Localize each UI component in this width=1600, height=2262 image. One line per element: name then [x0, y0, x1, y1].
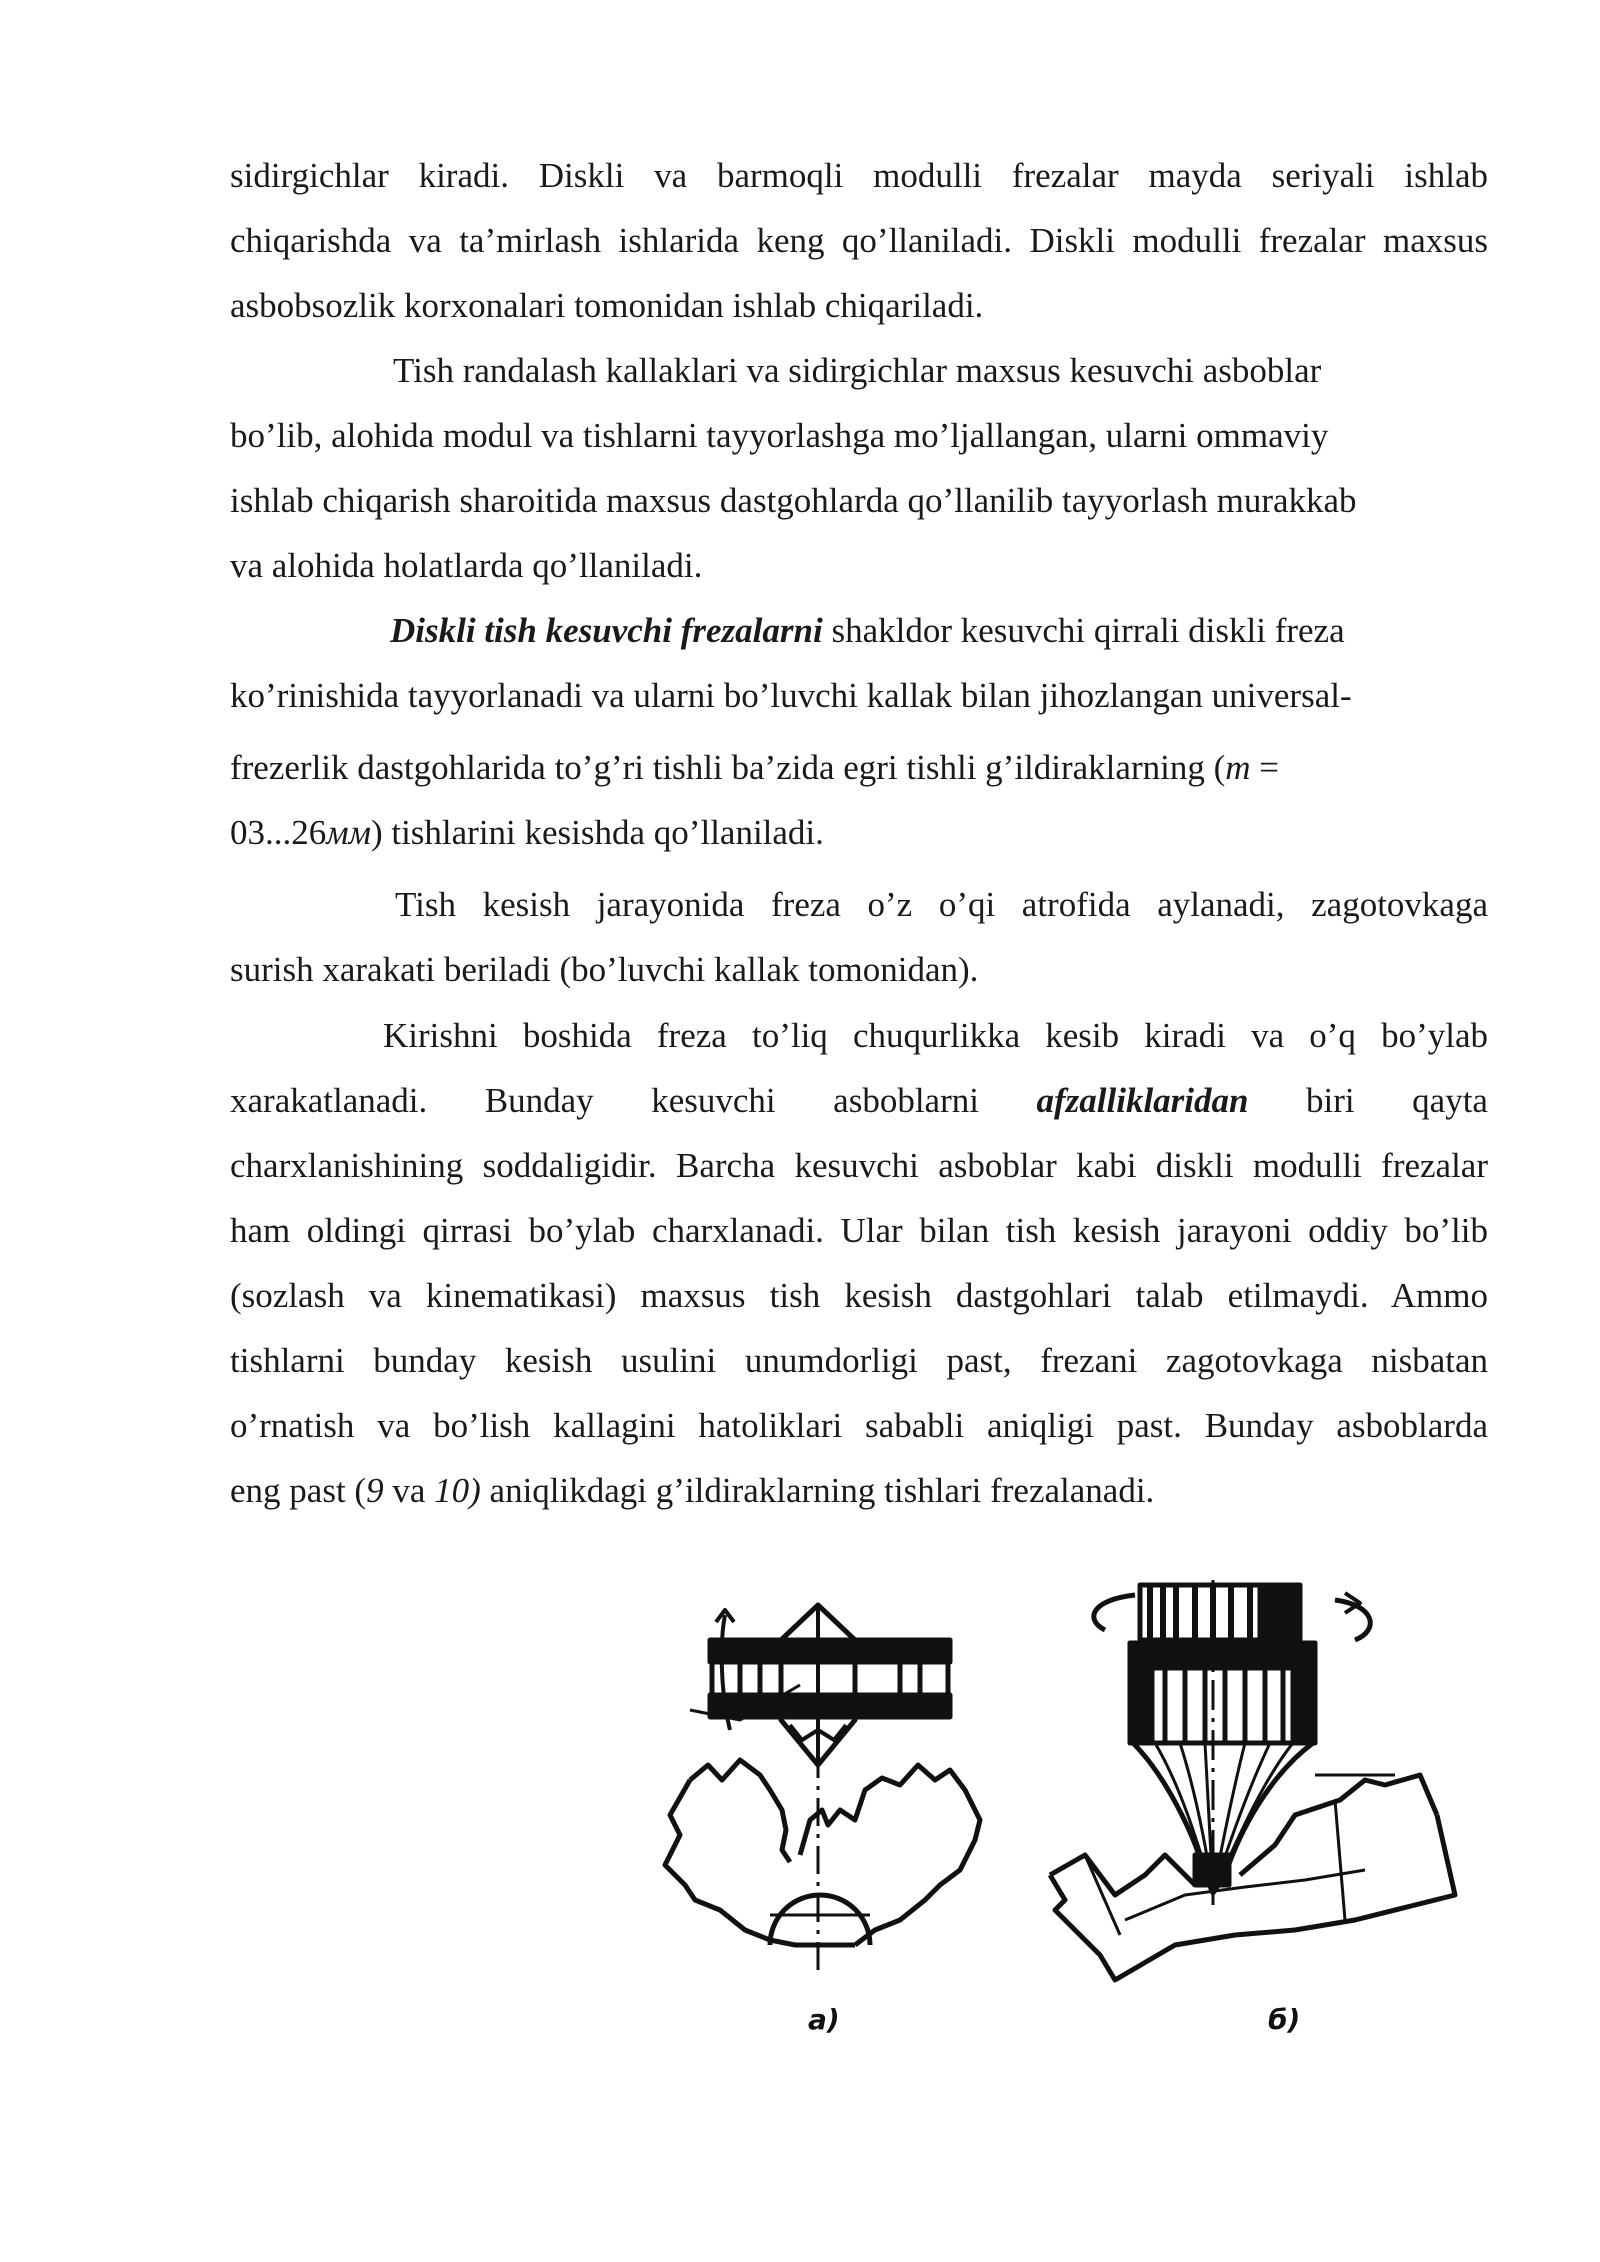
text-span: va — [383, 1471, 435, 1510]
text-span: shakldor kesuvchi qirrali diskli freza — [822, 611, 1345, 650]
accuracy-number: 10) — [434, 1471, 481, 1510]
text-line — [230, 1068, 1488, 1133]
paragraph-3 — [230, 598, 1488, 865]
accuracy-number: 9 — [366, 1471, 384, 1510]
text-line: va alohida holatlarda qo’llaniladi. — [230, 546, 703, 585]
text-word: biri — [1306, 1081, 1355, 1120]
text-span: aniqlikdagi g’ildiraklarning tishlari frezalanadi. — [480, 1471, 1155, 1510]
text-line: charxlanishining soddaligidir. Barcha kesuvchi asboblar kabi diskli modulli frezalar — [230, 1146, 1488, 1185]
text-word: asboblarni — [833, 1081, 979, 1120]
text-line: chiqarishda va ta’mirlash ishlarida keng qo’llaniladi. Diskli modulli frezalar maxsus — [230, 221, 1488, 260]
text-line: Tish randalash kallaklari va sidirgichlar maxsus kesuvchi asboblar — [393, 351, 1322, 390]
text-line: Tish kesish jarayonida freza o’z o’qi atrofida aylanadi, zagotovkaga — [395, 885, 1488, 924]
text-line: asbobsozlik korxonalari tomonidan ishlab chiqariladi. — [230, 286, 984, 325]
emphasis-term: afzalliklaridan — [1036, 1081, 1249, 1120]
text-line — [230, 800, 1488, 865]
paragraph-4 — [230, 872, 1488, 1002]
unit-text: мм — [326, 813, 371, 852]
text-line: bo’lib, alohida modul va tishlarni tayyorlashga mo’ljallangan, ularni ommaviy — [230, 416, 1329, 455]
text-span: frezerlik dastgohlarida to’g’ri tishli ba’zida egri tishli g’ildiraklarning ( — [230, 748, 1226, 787]
text-line: Kirishni boshida freza to’liq chuqurlikka kesib kiradi va o’q bo’ylab — [383, 1016, 1488, 1055]
figure-caption-a: a) — [808, 2003, 840, 2036]
text-span: eng past ( — [230, 1471, 367, 1510]
text-line — [230, 728, 1488, 800]
text-line: surish xarakati beriladi (bo’luvchi kallak tomonidan). — [230, 950, 979, 989]
text-word: qayta — [1412, 1081, 1488, 1120]
finger-cutter-drawing — [1045, 1575, 1475, 1995]
text-line: sidirgichlar kiradi. Diskli va barmoqli modulli frezalar mayda seriyali ishlab — [230, 156, 1488, 195]
figure-caption-b: б) — [1268, 2003, 1301, 2036]
text-word: xarakatlanadi. — [230, 1081, 428, 1120]
emphasis-term: Diskli tish kesuvchi frezalarni — [390, 611, 823, 650]
text-line: (sozlash va kinematikasi) maxsus tish kesish dastgohlari talab etilmaydi. Ammo — [230, 1276, 1488, 1315]
disk-cutter-drawing — [650, 1600, 1000, 1980]
text-span: = — [1250, 748, 1280, 787]
text-line: ham oldingi qirrasi bo’ylab charxlanadi. Ular bilan tish kesish jarayoni oddiy bo’lib — [230, 1211, 1488, 1250]
disk-cutter-figure — [650, 1600, 1000, 1980]
paragraph-5 — [230, 1003, 1488, 1523]
text-line — [230, 1458, 1488, 1523]
text-span: 03...26 — [230, 813, 327, 852]
paragraph-2 — [230, 338, 1488, 598]
finger-cutter-figure — [1045, 1575, 1475, 1995]
text-line: o’rnatish va bo’lish kallagini hatoliklari sababli aniqligi past. Bunday asboblarda — [230, 1406, 1488, 1445]
paragraph-1 — [230, 143, 1488, 338]
text-line: tishlarni bunday kesish usulini unumdorligi past, frezani zagotovkaga nisbatan — [230, 1341, 1488, 1380]
text-span: ) tishlarini kesishda qo’llaniladi. — [370, 813, 824, 852]
text-word: Bunday — [484, 1081, 594, 1120]
text-line — [230, 598, 1488, 663]
text-line: ko’rinishida tayyorlanadi va ularni bo’luvchi kallak bilan jihozlangan universal- — [230, 676, 1352, 715]
module-variable: m — [1225, 748, 1251, 787]
text-word: kesuvchi — [651, 1081, 776, 1120]
text-line: ishlab chiqarish sharoitida maxsus dastgohlarda qo’llanilib tayyorlash murakkab — [230, 481, 1357, 520]
